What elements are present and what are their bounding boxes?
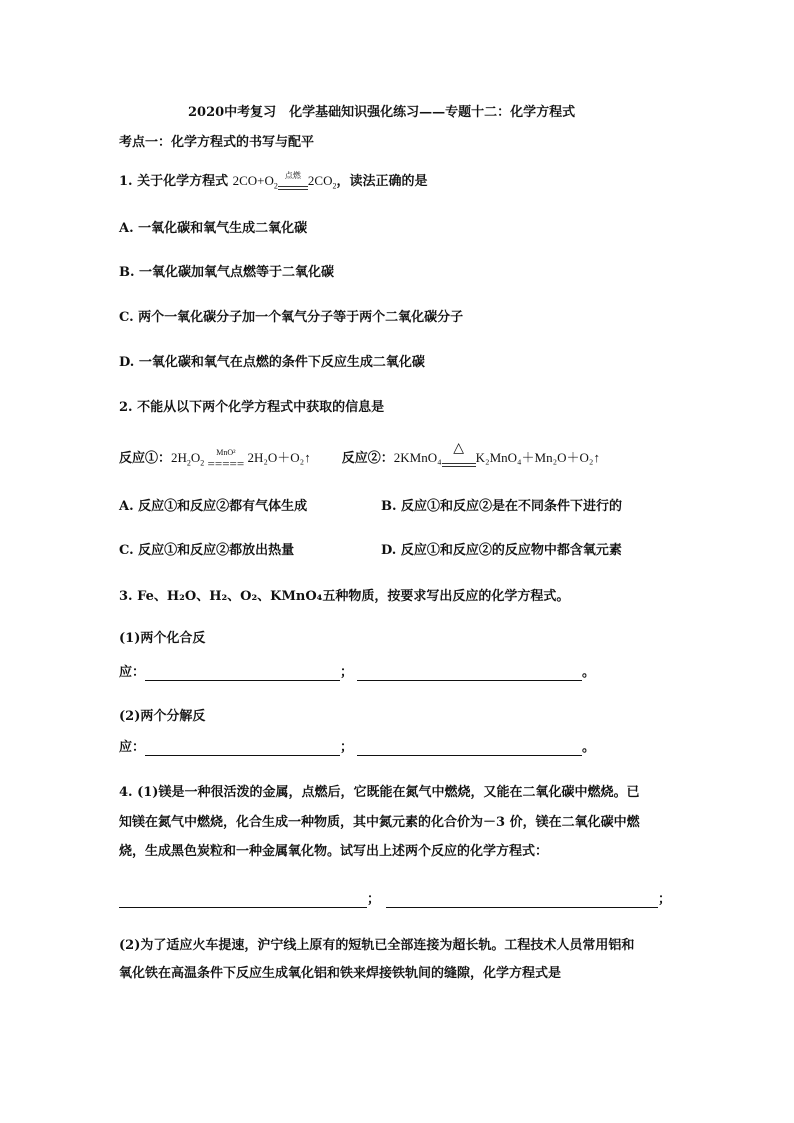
- q2-option-c[interactable]: C. 反应①和反应②都放出热量: [119, 543, 295, 558]
- q1-option-b[interactable]: B. 一氧化碳加氧气点燃等于二氧化碳: [119, 265, 335, 280]
- q1-option-d[interactable]: D. 一氧化碳和氧气在点燃的条件下反应生成二氧化碳: [119, 355, 425, 370]
- q4-line: 4. (1)镁是一种很活泼的金属，点燃后，它既能在氮气中燃烧，又能在二氧化碳中燃烧。已: [119, 785, 640, 800]
- q3-part-2-answer: [119, 740, 595, 756]
- q1-option-c[interactable]: C. 两个一氧化碳分子加一个氧气分子等于两个二氧化碳分子: [119, 310, 464, 325]
- document-title: 2020中考复习 化学基础知识强化练习——专题十二：化学方程式: [188, 105, 576, 120]
- q3-part-1: (1)两个化合反: [119, 631, 206, 646]
- answer-blank[interactable]: [357, 668, 582, 681]
- reaction-2-label: 反应②：: [341, 451, 394, 466]
- q2-option-d[interactable]: D. 反应①和反应②的反应物中都含氧元素: [381, 543, 622, 558]
- answer-blank[interactable]: [145, 668, 340, 681]
- q4-answer: [119, 892, 671, 908]
- q1-option-a[interactable]: A. 一氧化碳和氧气生成二氧化碳: [119, 221, 308, 236]
- answer-prefix: 应：: [119, 665, 146, 680]
- answer-blank[interactable]: [386, 895, 658, 908]
- reaction-1-left: 2H: [171, 450, 187, 465]
- answer-blank[interactable]: [357, 743, 582, 756]
- answer-blank[interactable]: [145, 743, 340, 756]
- equation-right: 2CO: [307, 173, 333, 188]
- answer-prefix: 应：: [119, 740, 146, 755]
- q4-part-2-line: (2)为了适应火车提速，沪宁线上原有的短轨已全部连接为超长轨。工程技术人员常用铝和: [119, 938, 635, 953]
- q2-option-a[interactable]: A. 反应①和反应②都有气体生成: [119, 499, 308, 514]
- reaction-1-right: 2H₂O＋O₂↑: [247, 450, 311, 465]
- q2-option-b[interactable]: B. 反应①和反应②是在不同条件下进行的: [381, 499, 623, 514]
- period: 。: [582, 740, 596, 755]
- heat-triangle-icon: △: [453, 440, 465, 456]
- separator: ；: [340, 740, 354, 755]
- separator: ；: [367, 892, 381, 907]
- q2-reactions: 反应①：$2H_2O_2$ MnO² ===== 2H₂O＋O₂↑ 反应②：2KMnO₄ △ K₂MnO₄＋Mn₂O＋O₂↑: [119, 440, 600, 471]
- q4-line: 烧，生成黑色炭粒和一种金属氧化物。试写出上述两个反应的化学方程式：: [119, 844, 549, 859]
- q1-suffix: ，读法正确的是: [336, 174, 428, 189]
- answer-blank[interactable]: [119, 895, 367, 908]
- reaction-condition: 点燃: [284, 170, 301, 180]
- question-1: 1. 关于化学方程式 $2CO+O_2$ 点燃 $2CO_2$，读法正确的是: [119, 173, 427, 195]
- q4-part-2-line: 氧化铁在高温条件下反应生成氧化铝和铁来焊接铁轨间的缝隙，化学方程式是: [119, 966, 562, 981]
- equation-left: 2CO+O: [232, 173, 274, 188]
- question-2-stem: 2. 不能从以下两个化学方程式中获取的信息是: [119, 400, 385, 415]
- period: 。: [582, 665, 596, 680]
- reaction-2-right: K₂MnO₄＋Mn₂O＋O₂↑: [475, 450, 600, 465]
- q3-part-2: (2)两个分解反: [119, 709, 206, 724]
- q3-part-1-answer: [119, 665, 595, 681]
- q1-prefix: 1. 关于化学方程式: [119, 174, 233, 189]
- reaction-1-label: 反应①：: [119, 451, 172, 466]
- question-3-stem: 3. Fe、H₂O、H₂、O₂、KMnO₄五种物质，按要求写出反应的化学方程式。: [119, 589, 570, 604]
- section-heading: 考点一：化学方程式的书写与配平: [119, 135, 315, 150]
- q4-line: 知镁在氮气中燃烧，化合生成一种物质，其中氮元素的化合价为－3 价，镁在二氧化碳中燃: [119, 815, 640, 830]
- separator: ；: [340, 665, 354, 680]
- reaction-2-left: 2KMnO₄: [393, 450, 442, 465]
- reaction-1-condition: MnO²: [216, 447, 236, 457]
- separator: ；: [658, 892, 672, 907]
